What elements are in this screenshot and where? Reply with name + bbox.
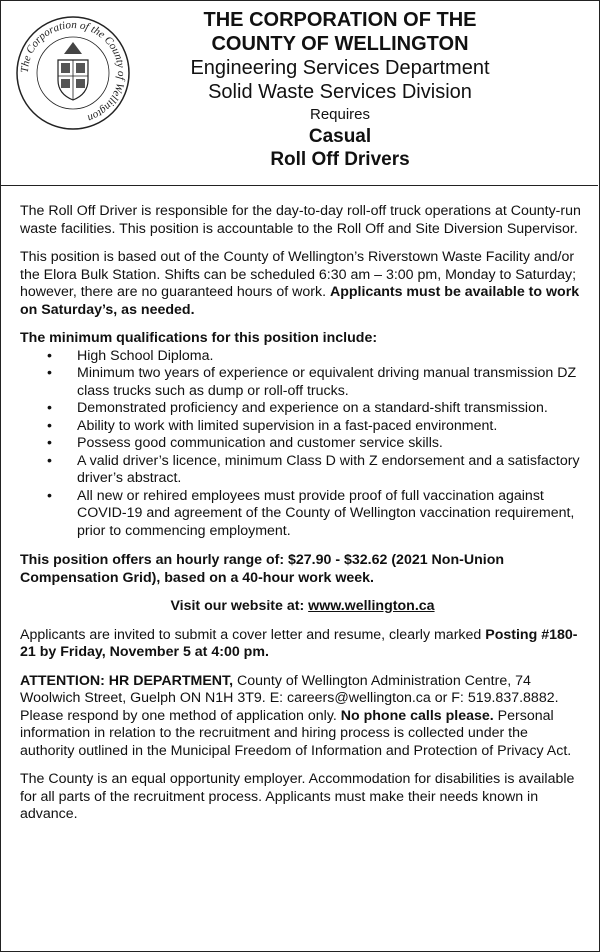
website-label: Visit our website at: — [170, 598, 309, 614]
equal-opportunity-paragraph: The County is an equal opportunity employer. Accommodation for disabilities is available for all parts of the recruitment process. Applicants must make their needs known in advance. — [20, 771, 575, 822]
website-line — [20, 598, 585, 616]
org-name-line1: THE CORPORATION OF THE — [203, 9, 477, 31]
org-name-line2: COUNTY OF WELLINGTON — [211, 33, 469, 55]
header-text — [160, 8, 520, 171]
list-item: • All new or rehired employees must provide proof of full vaccination against COVID-19 and agreement of the County of Wellington vaccination requirement, prior to commencing employment. — [77, 488, 585, 541]
division: Solid Waste Services Division — [208, 81, 472, 103]
pay-range: This position offers an hourly range of: $27.90 - $32.62 (2021 Non-Union Compensation Grid), based on a 40-hour work week. — [20, 552, 505, 586]
department: Engineering Services Department — [190, 57, 490, 79]
list-item: • A valid driver’s licence, minimum Class D with Z endorsement and a satisfactory driver’s abstract. — [77, 453, 585, 488]
job-type: Casual — [308, 126, 372, 147]
website-link[interactable]: www.wellington.ca — [308, 598, 435, 614]
posting-body — [20, 203, 585, 835]
requires-label: Requires — [309, 106, 371, 123]
location-text: This position is based out of the County of Wellington’s Riverstown Waste Facility and/or the Elora Bulk Station. Shifts can be scheduled 6:30 am – 3:00 pm, Monday to Saturday; however, there are no guaranteed hours of work. — [20, 249, 577, 300]
list-item: • Minimum two years of experience or equivalent driving manual transmission DZ class trucks such as dump or roll-off trucks. — [77, 365, 585, 400]
list-item: • Ability to work with limited supervision in a fast-paced environment. — [77, 418, 585, 436]
privacy-text: Personal information in relation to the recruitment and hiring process is collected under the authority outlined in the Municipal Freedom of Information and Protection of Privacy Act. — [20, 707, 572, 759]
contact-paragraph — [20, 673, 585, 761]
attention-label: ATTENTION: HR DEPARTMENT, — [20, 672, 234, 689]
qualifications-list — [20, 348, 585, 541]
posting-deadline: Posting #180-21 by Friday, November 5 at 4:00 pm. — [20, 626, 578, 660]
svg-text:The Corporation of the County: The Corporation of the County of Wellington — [18, 18, 128, 125]
location-paragraph — [20, 249, 585, 319]
no-phone-note: No phone calls please. — [340, 707, 494, 724]
header — [0, 0, 598, 186]
intro-paragraph: The Roll Off Driver is responsible for the day-to-day roll-off truck operations at County-run waste facilities. This position is accountable to the Roll Off and Site Diversion Supervisor. — [20, 203, 581, 237]
list-item: • High School Diploma. — [77, 348, 585, 366]
list-item: • Possess good communication and customer service skills. — [77, 435, 585, 453]
apply-text: Applicants are invited to submit a cover letter and resume, clearly marked — [20, 626, 486, 643]
apply-paragraph — [20, 627, 585, 662]
qualifications-heading: The minimum qualifications for this position include: — [20, 330, 378, 346]
contact-text: County of Wellington Administration Centre, 74 Woolwich Street, Guelph ON N1H 3T9. E: careers@wellington.ca or F: 519.837.8882. Please respond by one method of application only. — [20, 672, 559, 724]
job-title: Roll Off Drivers — [270, 149, 410, 170]
list-item: • Demonstrated proficiency and experience on a standard-shift transmission. — [77, 400, 585, 418]
availability-note: Applicants must be available to work on Saturday’s, as needed. — [20, 284, 580, 318]
county-seal-logo — [14, 14, 132, 132]
